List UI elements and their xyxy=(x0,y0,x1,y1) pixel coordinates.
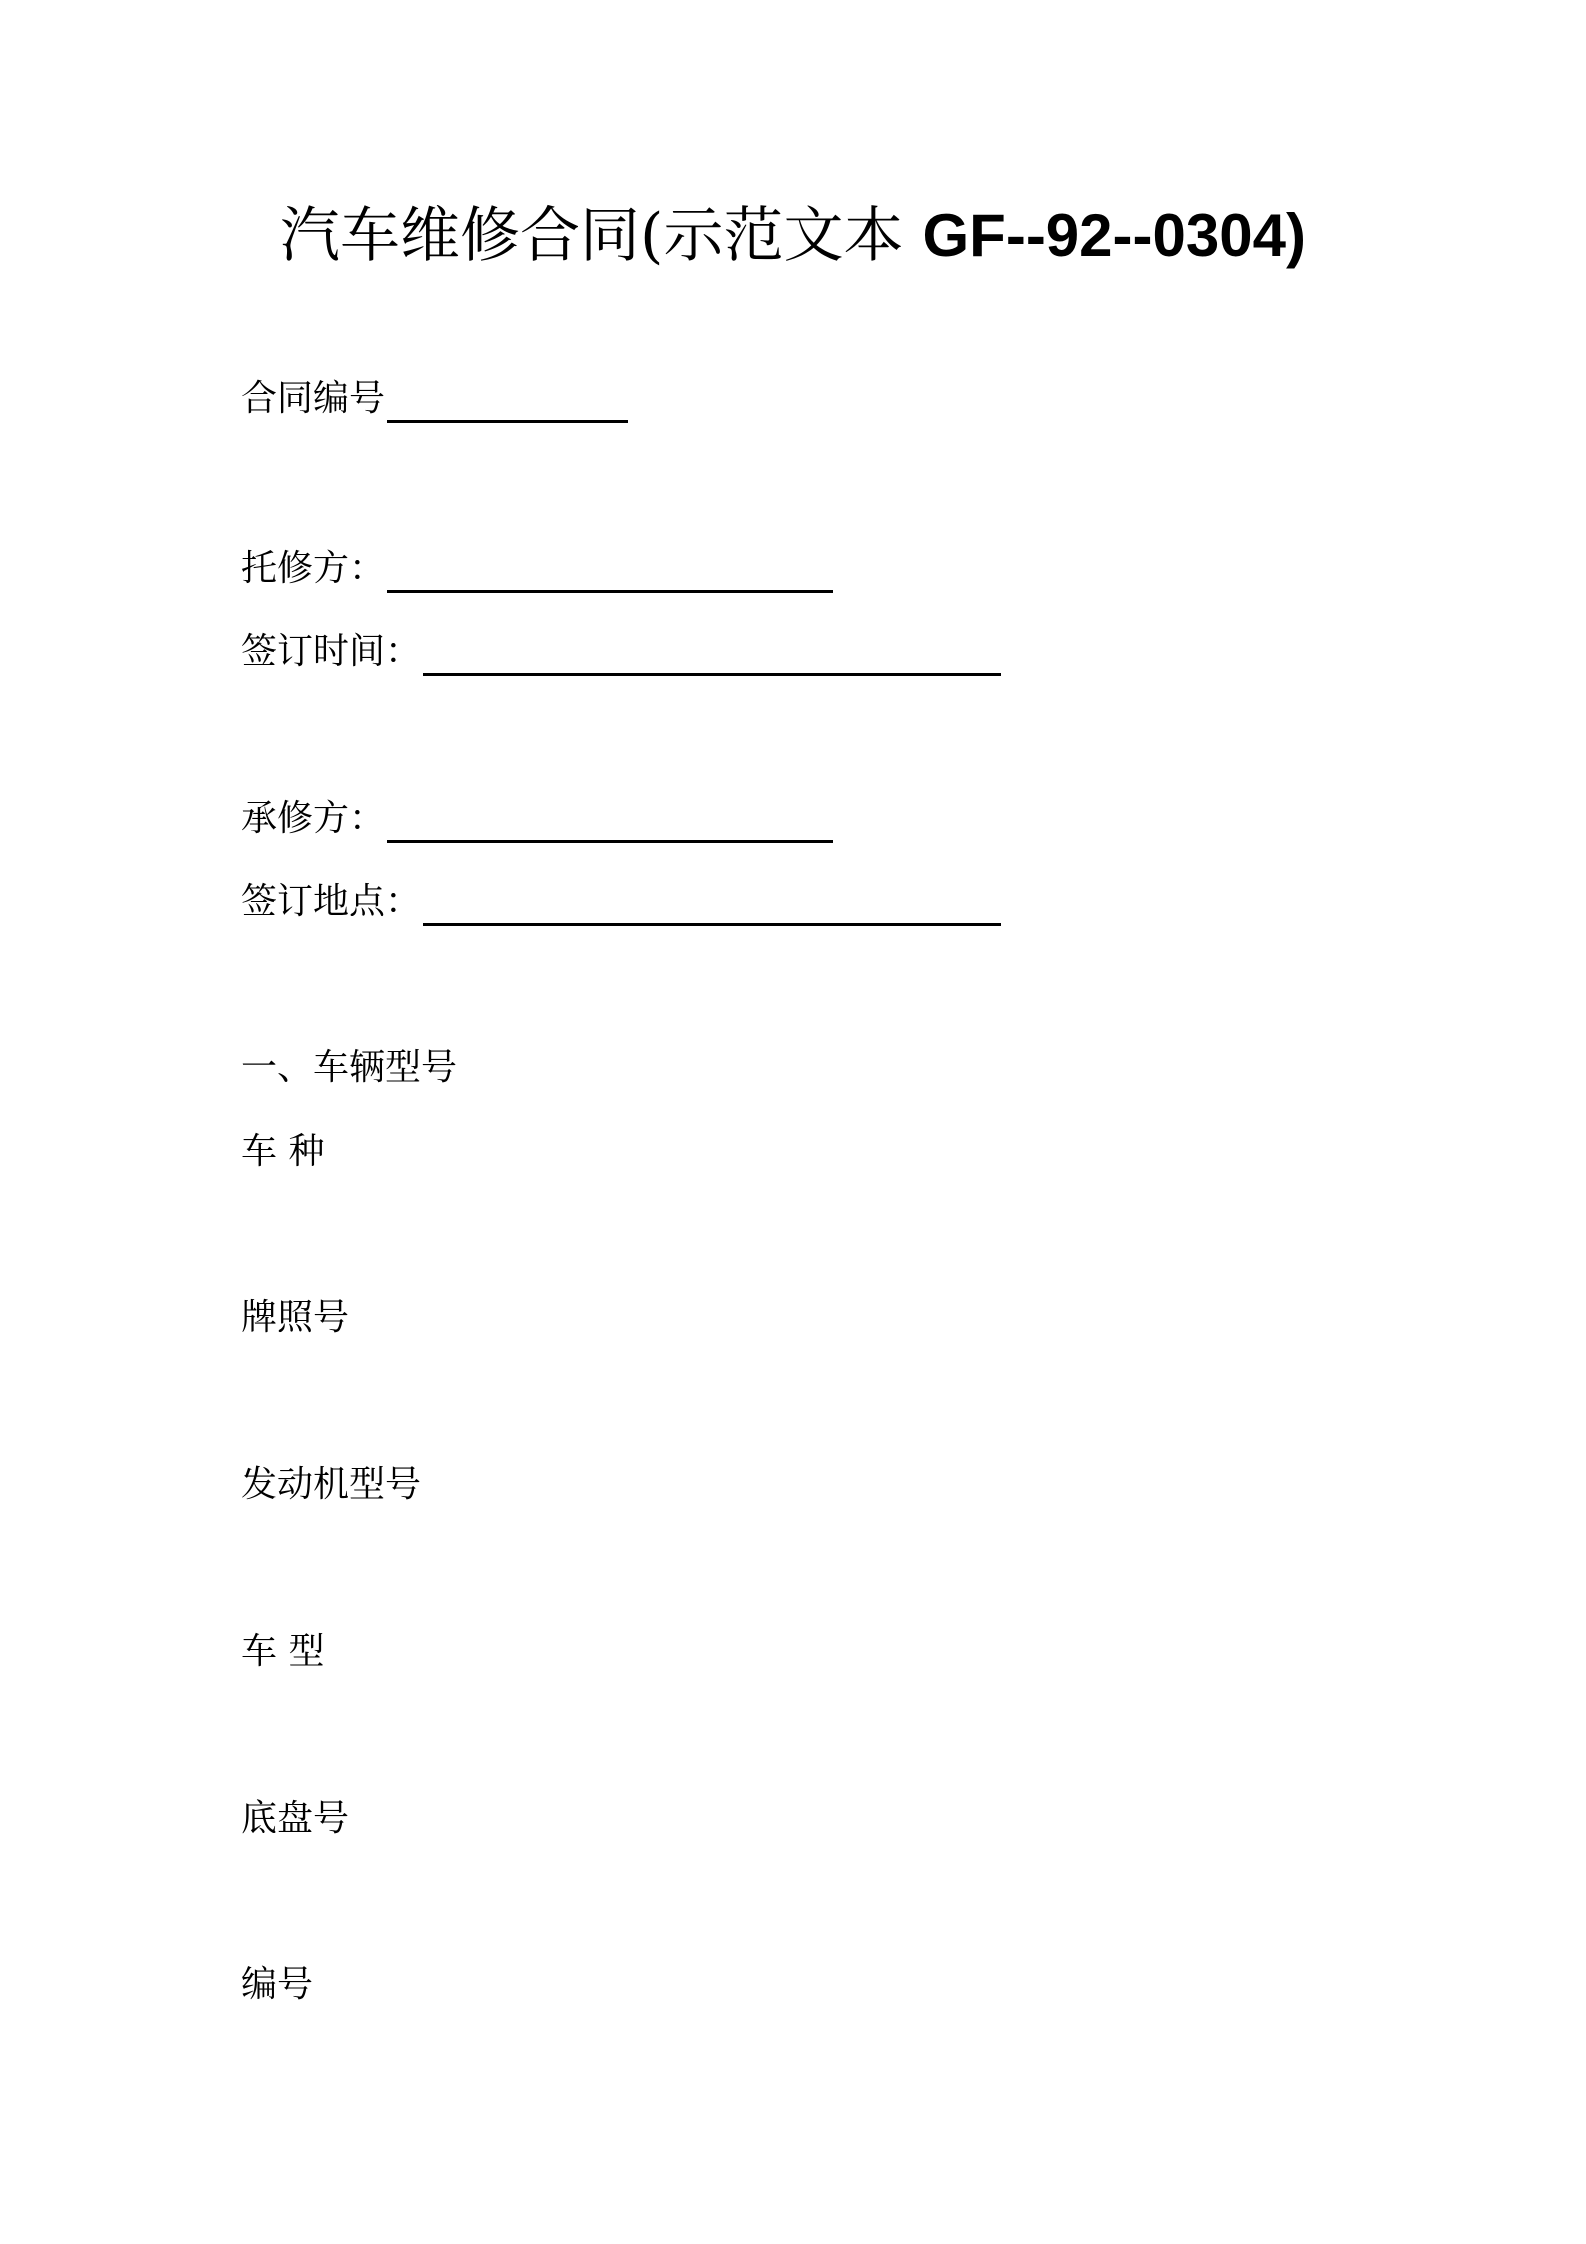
engine-model-label: 发动机型号 xyxy=(241,1464,422,1505)
title-code-text: GF--92--0304) xyxy=(922,202,1306,269)
sign-place-blank[interactable] xyxy=(423,877,1001,926)
vehicle-kind-label: 车 种 xyxy=(241,1131,325,1172)
contractor-blank[interactable] xyxy=(387,794,833,843)
client-blank[interactable] xyxy=(387,544,833,593)
vehicle-model-label: 车 型 xyxy=(241,1631,325,1672)
sign-time-label: 签订时间： xyxy=(241,631,422,672)
section1-heading: 一、车辆型号 xyxy=(241,1047,458,1088)
sign-place-field xyxy=(241,877,1001,926)
contract-number-label: 合同编号 xyxy=(241,378,386,419)
client-label: 托修方： xyxy=(241,548,386,589)
sign-time-field xyxy=(241,627,1001,676)
document-title xyxy=(0,196,1586,276)
contract-number-blank[interactable] xyxy=(387,374,628,423)
sign-time-blank[interactable] xyxy=(423,627,1001,676)
sign-place-label: 签订地点： xyxy=(241,881,422,922)
plate-number-label: 牌照号 xyxy=(241,1297,350,1338)
title-main-text: 汽车维修合同(示范文本 xyxy=(280,201,923,271)
client-field xyxy=(241,544,833,593)
contractor-label: 承修方： xyxy=(241,798,386,839)
contract-number-field xyxy=(241,374,628,423)
contractor-field xyxy=(241,794,833,843)
chassis-number-label: 底盘号 xyxy=(241,1798,350,1839)
serial-number-label: 编号 xyxy=(241,1964,314,2005)
